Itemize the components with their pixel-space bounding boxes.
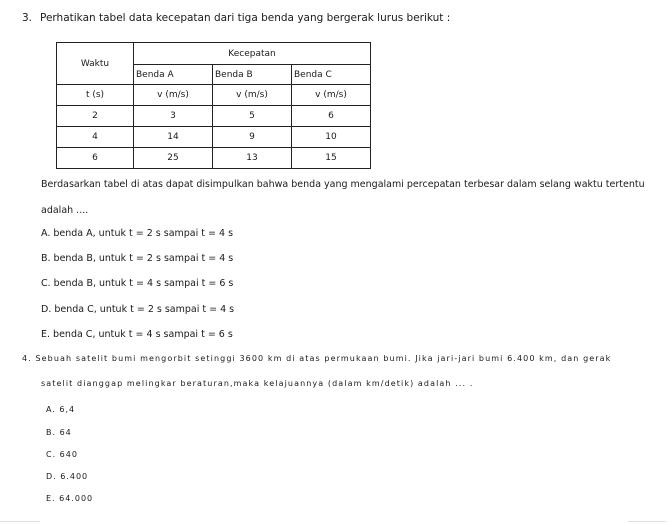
q3-option-c: C. benda B, untuk t = 4 s sampai t = 6 s [41,278,234,289]
q4-option-d: D. 6.400 [46,472,89,481]
question-4-line-1: 4. Sebuah satelit bumi mengorbit setinggi 3600 km di atas permukaan bumi. Jika jari-jari bumi 6.400 km, dan gerak [22,354,612,363]
question-3-stem-line-1: Berdasarkan tabel di atas dapat disimpulkan bahwa benda yang mengalami percepatan terbesar dalam selang waktu tertentu [41,179,645,190]
question-3-title [22,12,450,24]
table-cell: 13 [213,148,292,169]
header-benda-b: Benda B [213,65,292,85]
unit-time: t (s) [57,85,134,106]
q4-option-c: C. 640 [46,450,78,459]
table-row [57,148,371,169]
question-3-stem-line-2: adalah .... [41,205,89,216]
q3-option-b: B. benda B, untuk t = 2 s sampai t = 4 s [41,253,234,264]
table-cell: 2 [57,106,134,127]
table-cell: 10 [292,127,371,148]
unit-velocity-c: v (m/s) [292,85,371,106]
table-cell: 9 [213,127,292,148]
table-cell: 14 [134,127,213,148]
velocity-table [56,42,371,169]
q4-option-b: B. 64 [46,428,72,437]
unit-velocity-b: v (m/s) [213,85,292,106]
table-cell: 15 [292,148,371,169]
table-cell: 4 [57,127,134,148]
table-row [57,106,371,127]
q3-option-a: A. benda A, untuk t = 2 s sampai t = 4 s [41,228,234,239]
table-cell: 25 [134,148,213,169]
table-cell: 6 [292,106,371,127]
table-cell: 5 [213,106,292,127]
table-row [57,127,371,148]
table-cell: 6 [57,148,134,169]
question-3-number: 3. [22,12,33,24]
q3-option-e: E. benda C, untuk t = 4 s sampai t = 6 s [41,329,233,340]
bottom-rule-right [628,521,666,522]
bottom-rule-left [0,521,40,522]
q3-option-d: D. benda C, untuk t = 2 s sampai t = 4 s [41,304,235,315]
header-benda-a: Benda A [134,65,213,85]
q4-option-a: A. 6,4 [46,405,76,414]
header-benda-c: Benda C [292,65,371,85]
header-waktu: Waktu [57,43,134,85]
question-3-text: Perhatikan tabel data kecepatan dari tiga benda yang bergerak lurus berikut : [40,12,451,24]
unit-velocity-a: v (m/s) [134,85,213,106]
table-cell: 3 [134,106,213,127]
question-4-line-2: satelit dianggap melingkar beraturan,maka kelajuannya (dalam km/detik) adalah ... . [41,379,474,388]
q4-option-e: E. 64.000 [46,494,94,503]
header-kecepatan: Kecepatan [134,43,371,65]
